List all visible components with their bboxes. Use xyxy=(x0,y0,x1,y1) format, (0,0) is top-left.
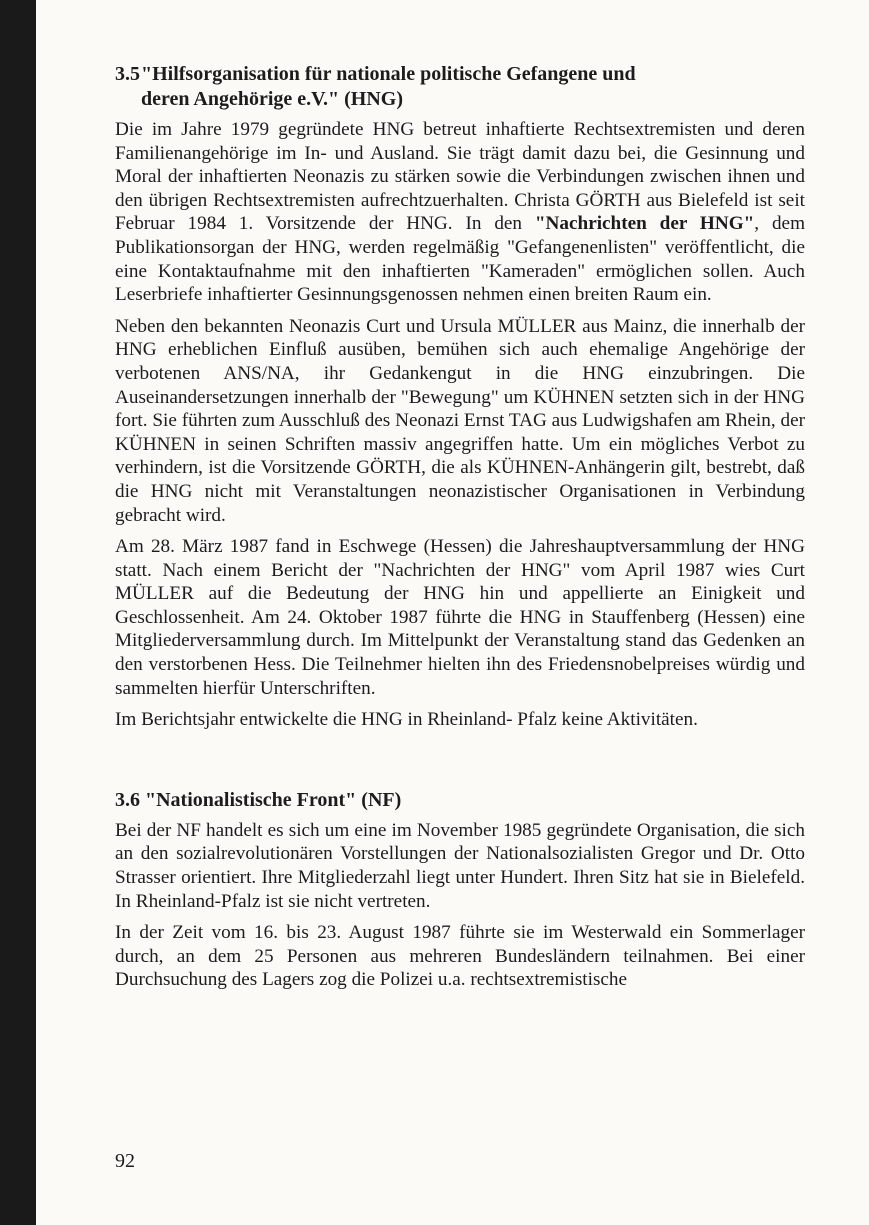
section-3-5-paragraph-4: Im Berichtsjahr entwickelte die HNG in Rheinland- Pfalz keine Aktivitäten. xyxy=(115,709,698,731)
paragraph-1-text-b: , dem Publikationsorgan der HNG, werden regelmäßig "Gefangenenlisten" veröffentlicht, die eine Kontaktaufnahme mit den inhaftierten "Kameraden" ermöglichen sollen. Auch Leserbriefe inhaftierter Gesinnungsgenossen nehmen einen breiten Raum ein. xyxy=(115,213,805,306)
section-3-5-title-line2: deren Angehörige e.V." (HNG) xyxy=(141,88,404,110)
book-spine-edge xyxy=(0,0,36,1225)
section-3-6-paragraph-1: Bei der NF handelt es sich um eine im November 1985 gegründete Organisation, die sich an den sozialrevolutionären Vorstellungen der Nationalsozialisten Gregor und Dr. Otto Strasser orientiert. Ihre Mitgliederzahl liegt unter Hundert. Ihren Sitz hat sie in Bielefeld. In Rheinland-Pfalz ist sie nicht vertreten. xyxy=(115,819,805,912)
section-3-5-title-line1: "Hilfsorganisation für nationale politische Gefangene und xyxy=(141,63,636,85)
page-content xyxy=(115,62,805,1000)
section-3-6-paragraph-2: In der Zeit vom 16. bis 23. August 1987 führte sie im Westerwald ein Sommerlager durch, an dem 25 Personen aus mehreren Bundesländern teilnahmen. Bei einer Durchsuchung des Lagers zog die Polizei u.a. rechtsextremistische xyxy=(115,922,805,991)
paragraph-1-text-a: Die im Jahre 1979 gegründete HNG betreut inhaftierte Rechtsextremisten und deren Familienangehörige im In- und Ausland. Sie trägt damit dazu bei, die Gesinnung und Moral der inhaftierten Neonazis zu stärken sowie die Verbindungen zwischen ihnen und den übrigen Rechtsextremisten aufrechtzuerhalten. Christa GÖRTH aus Bielefeld ist seit Februar 1984 1. Vorsitzende der HNG. In den xyxy=(115,119,805,235)
page-number: 92 xyxy=(115,1150,135,1172)
publication-name-bold: "Nachrichten der HNG" xyxy=(534,213,755,235)
section-3-5-paragraph-1 xyxy=(115,118,805,307)
section-3-5-number: 3.5 xyxy=(115,63,140,85)
section-3-6 xyxy=(115,788,805,992)
section-3-6-heading: 3.6 "Nationalistische Front" (NF) xyxy=(115,788,402,811)
section-3-5-heading xyxy=(115,62,805,112)
section-3-5-paragraph-2: Neben den bekannten Neonazis Curt und Ursula MÜLLER aus Mainz, die innerhalb der HNG erheblichen Einfluß ausüben, bemühen sich auch ehemalige Angehörige der verbotenen ANS/NA, ihr Gedankengut in die HNG einzubringen. Die Auseinandersetzungen innerhalb der "Bewegung" um KÜHNEN setzten sich in der HNG fort. Sie führten zum Ausschluß des Neonazi Ernst TAG aus Ludwigshafen am Rhein, der KÜHNEN in seinen Schriften massiv angegriffen hatte. Um ein mögliches Verbot zu verhindern, ist die Vorsitzende GÖRTH, die als KÜHNEN-Anhängerin gilt, bestrebt, daß die HNG nicht mit Veranstaltungen neonazistischer Organisationen in Verbindung gebracht wird. xyxy=(115,315,805,526)
section-3-5-paragraph-3: Am 28. März 1987 fand in Eschwege (Hessen) die Jahreshauptversammlung der HNG statt. Nach einem Bericht der "Nachrichten der HNG" vom April 1987 wies Curt MÜLLER auf die Bedeutung der HNG hin und appellierte an Einigkeit und Geschlossenheit. Am 24. Oktober 1987 führte die HNG in Stauffenberg (Hessen) eine Mitgliederversammlung durch. Im Mittelpunkt der Veranstaltung stand das Gedenken an den verstorbenen Hess. Die Teilnehmer hielten ihn des Friedensnobelpreises würdig und sammelten hierfür Unterschriften. xyxy=(115,536,805,699)
section-3-5 xyxy=(115,62,805,732)
